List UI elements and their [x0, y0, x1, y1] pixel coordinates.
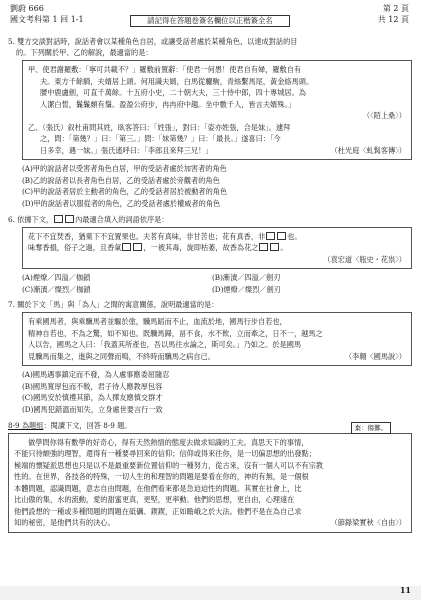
blank-box-1b	[277, 232, 286, 240]
q5-passage-b-line2: 之，問：「第幾？」曰：「第三。」問：「妹第幾？」曰：「最長。」遂喜曰：「今	[40, 134, 281, 144]
q7-option-a: (A)國馬遇事鎮定而不發，為人處事應委屈隨忍	[22, 370, 170, 380]
group-passage-line2: 不能只待頗強的理智，還得有一種要尋回來的信仰；信仰或得來往你，是一切偏思想的出發點；	[14, 449, 316, 459]
q6-passage2-pre: 味奪香損，俗子之過，且香氣	[28, 243, 122, 253]
blank-box-3b	[270, 243, 279, 251]
q5-stem-line2: 的。下列關於甲、乙的解說，最適當的是：	[16, 48, 153, 58]
q6-passage2-post: 。	[280, 243, 288, 253]
q5-source-b: （杜光庭〈虬髯客傳〉）	[330, 145, 406, 155]
q5-passage-b-line3-row	[28, 145, 406, 157]
q6-stem	[8, 214, 412, 225]
q7-passage-line2: 精神自若也，不為之驚，如不知也。既驥馬歸，畐不食，水不飲，立而牽之，日不一，越馬之	[28, 328, 323, 338]
q5-passage-b-line3: 日多幸，遇一妹。」張氏遙呼曰：「李郎且來拜三兄！」	[40, 145, 213, 155]
blank-box-2b	[133, 243, 142, 251]
group-8-9-passage	[8, 433, 412, 533]
q6-passage-line2	[28, 242, 406, 254]
q7-source: （李翱〈國馬說〉）	[344, 351, 406, 361]
q6-option-c: (C)漸漬／燦烈／枷鎖	[22, 284, 91, 294]
q5-option-b: (B)乙的說話者以長者角色自居，乙的受話者處於旁觀者的角色	[22, 175, 220, 185]
q6-passage	[22, 227, 412, 270]
q5-passage-a-line4: 人潔白皙，鬑鬑頗有鬚。盈盈公府步，冉冉府中趨。坐中數千人，皆言夫婿殊。」	[40, 99, 296, 109]
exam-content	[8, 36, 412, 536]
exam-subject: 國文考科第 1 回 1-1	[10, 14, 84, 24]
bottom-strip	[0, 586, 421, 600]
q6-passage2-mid: ，一被其毒，旋即枯萎，故香為花之	[143, 243, 259, 253]
group-passage-line7: 他們設想的一種或多種問題的問題在砥礪、鍥鍥，正如瞻峨之於大法。他們不是在為自己求	[14, 506, 302, 516]
header-left	[10, 4, 84, 26]
total-pages: 共 12 頁	[377, 14, 409, 24]
q5-stem-line1: 5. 雙方交談對話時，說話者會以某種角色自居，或讓受話者處於某種角色，以達成對話的目	[8, 37, 298, 46]
blank-box-2	[122, 243, 131, 251]
q6-stem-pre: 6. 依據下文，	[8, 214, 54, 224]
q6-stem-post: 內最適合填入的詞語依序是：	[75, 214, 169, 224]
q5-option-c: (C)甲的說話者居於主動者的角色，乙的受話者居於被動者的角色	[22, 187, 228, 197]
q5-option-a: (A)甲的說話者以受害者角色自居，甲的受話者處於加害者的角色	[22, 164, 227, 174]
q6-passage1-pre: 花下不宜焚香，猶菓下不宜置果也。夫茗有真味，非甘苦也；花有真香，非	[28, 231, 266, 241]
question-5	[8, 36, 412, 210]
group-source: （節錄梁實秋〈自由〉）	[330, 518, 406, 528]
q5-passage-a-line3: 腰中鹿盧劍，可直千萬餘。十五府小史，二十朝大夫，三十侍中郎，四十專城居。為	[40, 88, 306, 98]
group-passage-line4: 性的。在世界，各技各的特殊，一切人生的和理智的問題是要看在你的，神的有無，是一個根	[14, 472, 309, 482]
q7-footnote: 棄：搊擲。	[351, 422, 392, 434]
exam-code: 劉蔚 666	[10, 4, 44, 13]
blank-box-1	[266, 232, 275, 240]
q6-passage1-post: 也。	[287, 231, 302, 241]
group-head-label: 8-9 為題組	[8, 420, 44, 430]
q7-stem: 7. 關於下文「馬」與「為人」之間的寓意關係，說明最適當的是：	[8, 300, 219, 310]
q5-passage-a-line2: 夫。東方千餘騎，夫婿居上頭。何用識夫婿，白馬從驪駒，青絲繫馬尾，黃金絡馬頭。	[40, 76, 314, 86]
q5-passage-b-line1: 乙、（張氏）叙杜甫問其姓，臥客答曰：「姓張」，對曰：「姿亦姓張，合是妹」。遽拜	[28, 122, 291, 132]
group-passage-line6: 比山傲的集，水的流動，愛的甜蜜更真，更堅，更率動。他們的思想，更自由，心理遠在	[14, 495, 295, 505]
q6-options-row1	[8, 272, 412, 284]
group-head-rest: ：閱讀下文，回答 8-9 題。	[43, 420, 132, 430]
q6-option-a: (A)煙燎／四溢／枷鎖	[22, 273, 91, 283]
q6-options-row2	[8, 284, 412, 296]
q5-option-d: (D)甲的說話者以服從者的角色，乙的受話者處於權威者的角色	[22, 198, 221, 208]
q6-option-b: (B)漸漬／四溢／劍刃	[212, 273, 281, 283]
q6-passage-line1	[28, 231, 406, 243]
q7-option-b: (B)國馬寬厚包而不較，君子待人應教厚包容	[22, 381, 163, 391]
q7-passage-line4: 見驥馬而集之，進與之同聲而鳴，不終時而驥馬之病自已。	[28, 351, 215, 361]
q7-passage-line3: 人以告，國馬之人曰：「我蓋其所產也，吾以馬往水論之，斯可矣。」乃如之。於是國馬	[28, 340, 302, 350]
q7-passage-line1: 有乘國馬者，與乘驥馬者並驅於塗，驥馬蹈而不止，血流於地，國馬行步自若也，	[28, 317, 287, 327]
q7-option-c: (C)國馬安於慎禮其節，為人擇友應慎交群才	[22, 393, 163, 403]
blank-box	[65, 215, 74, 223]
q7-passage	[22, 312, 412, 366]
group-passage-line8: 知的秘密，是他們共有的決心。	[14, 518, 115, 528]
q5-passage-a-line1: 甲、使君謝羅敷：「寧可共載不？」羅敷前置辭：「使君一何愚！使君自有婦，羅敷自有	[28, 65, 302, 75]
q6-source: （袁宏道〈瓶史・花祟〉）	[323, 254, 406, 264]
q7-passage-line4-row	[28, 351, 406, 363]
group-passage-line5: 本體問題，認識問題，意志自由問題，在他們看來都是急迫迫性的問題。其實在社會上，比	[14, 483, 302, 493]
blank-box	[54, 215, 63, 223]
q7-option-d: (D)國馬犯錯溫而知失，立身處世要言行一致	[22, 405, 163, 414]
question-6	[8, 214, 412, 296]
group-passage-line3: 極端的懷疑派思想也只是以不是最重要新位置信仰的一種努力，從古來，沒有一個人可以不有宗教	[14, 460, 324, 470]
q5-passage	[22, 60, 412, 160]
group-passage-line8-row	[14, 517, 406, 529]
header-right	[378, 4, 409, 26]
group-passage-line1: 做學問你得有數學的好奇心，得有天然熱情的態度去做求知識的工夫。真思天下的事情，	[28, 437, 309, 447]
q6-option-d: (D)煙燎／燦烈／劍刃	[212, 284, 281, 294]
signature-notice: 請記得在答題卷簽名欄位以正楷簽全名	[130, 15, 290, 27]
q5-source-a: （〈陌上桑〉）	[362, 111, 406, 121]
blank-box-3	[259, 243, 268, 251]
question-7	[8, 299, 412, 415]
page-number: 11	[399, 584, 411, 595]
page-label: 第 2 頁	[382, 4, 409, 13]
